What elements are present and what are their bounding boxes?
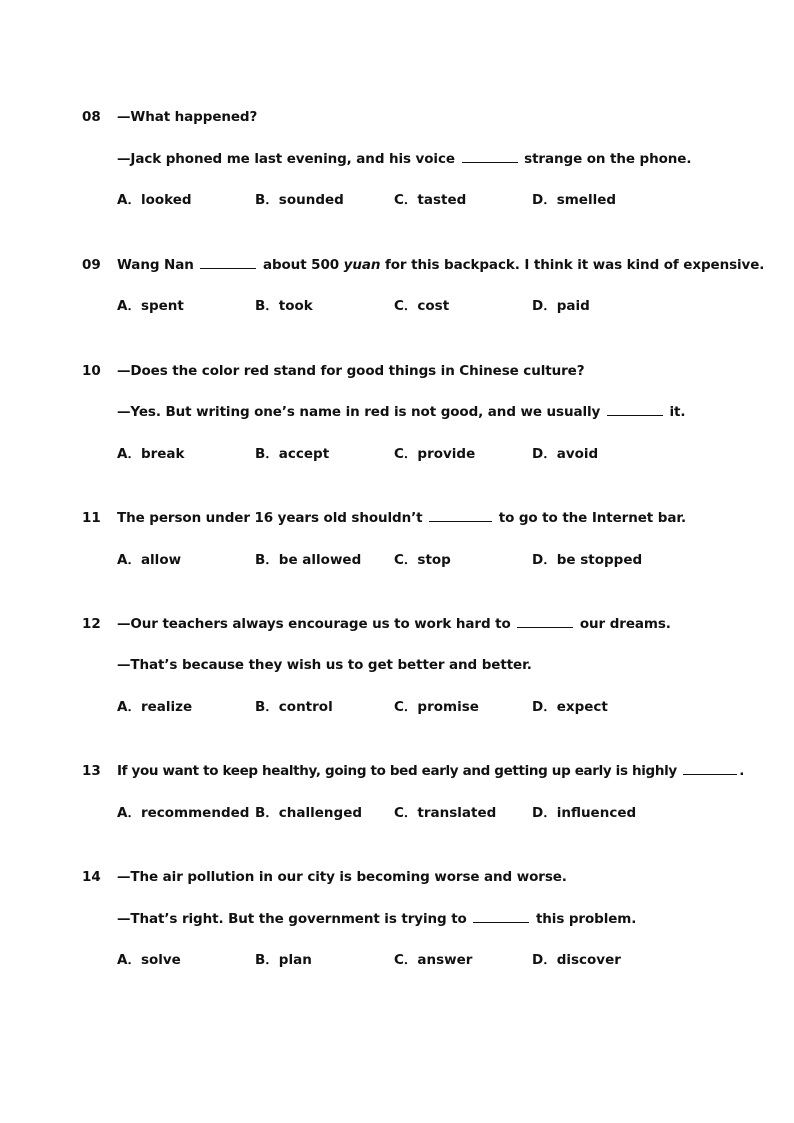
question-text: If you want to keep healthy, going to bed early and getting up early is highly bbox=[117, 763, 677, 779]
answer-blank bbox=[462, 150, 518, 163]
answer-blank bbox=[473, 910, 529, 923]
option-b: B．accept bbox=[255, 446, 330, 462]
italic-word: yuan bbox=[343, 257, 381, 273]
question-text: —Jack phoned me last evening, and his voice bbox=[117, 151, 455, 167]
option-a: A．break bbox=[117, 446, 185, 462]
option-d: D．smelled bbox=[532, 192, 617, 208]
option-a: A．solve bbox=[117, 952, 181, 968]
question-text: about 500 bbox=[262, 257, 340, 273]
option-d: D．avoid bbox=[532, 446, 599, 462]
question-line bbox=[117, 403, 685, 421]
option-c: C．tasted bbox=[394, 192, 467, 208]
option-d: D．discover bbox=[532, 952, 621, 968]
option-d: D．expect bbox=[532, 699, 608, 715]
question-text: —That’s right. But the government is trying to bbox=[117, 911, 467, 927]
option-d: D．be stopped bbox=[532, 552, 643, 568]
question-text: for this backpack. I think it was kind of expensive. bbox=[384, 257, 765, 273]
question-text: our dreams. bbox=[579, 616, 671, 632]
option-b: B．plan bbox=[255, 952, 312, 968]
answer-blank bbox=[517, 615, 573, 628]
question-number: 13 bbox=[82, 763, 101, 779]
question-line bbox=[117, 910, 636, 928]
question-line bbox=[117, 656, 532, 674]
option-a: A．allow bbox=[117, 552, 182, 568]
question-text: Wang Nan bbox=[117, 257, 194, 273]
question-line bbox=[117, 150, 691, 168]
question-text: it. bbox=[669, 404, 686, 420]
question-number: 09 bbox=[82, 257, 101, 273]
question-line bbox=[117, 362, 584, 380]
question-text: —Does the color red stand for good things in Chinese culture? bbox=[117, 363, 585, 379]
answer-blank bbox=[429, 509, 492, 522]
question-number: 12 bbox=[82, 616, 101, 632]
option-b: B．sounded bbox=[255, 192, 344, 208]
question-line bbox=[117, 868, 567, 886]
option-c: C．translated bbox=[394, 805, 497, 821]
option-a: A．spent bbox=[117, 298, 184, 314]
option-c: C．answer bbox=[394, 952, 473, 968]
question-number: 11 bbox=[82, 510, 101, 526]
answer-blank bbox=[683, 762, 737, 775]
option-d: D．influenced bbox=[532, 805, 637, 821]
question-text: —The air pollution in our city is becoming worse and worse. bbox=[117, 869, 567, 885]
option-d: D．paid bbox=[532, 298, 590, 314]
option-b: B．took bbox=[255, 298, 313, 314]
question-text: strange on the phone. bbox=[524, 151, 692, 167]
option-b: B．control bbox=[255, 699, 333, 715]
option-a: A．looked bbox=[117, 192, 192, 208]
option-c: C．provide bbox=[394, 446, 476, 462]
question-text: —Our teachers always encourage us to work hard to bbox=[117, 616, 511, 632]
option-a: A．realize bbox=[117, 699, 193, 715]
question-line bbox=[117, 615, 671, 633]
question-text: —That’s because they wish us to get better and better. bbox=[117, 657, 532, 673]
question-number: 08 bbox=[82, 109, 101, 125]
question-text: . bbox=[739, 763, 744, 779]
option-c: C．cost bbox=[394, 298, 450, 314]
question-line bbox=[117, 256, 764, 274]
answer-blank bbox=[200, 256, 256, 269]
option-b: B．be allowed bbox=[255, 552, 362, 568]
option-c: C．promise bbox=[394, 699, 479, 715]
question-line bbox=[117, 509, 686, 527]
question-text: —What happened? bbox=[117, 109, 258, 125]
question-number: 14 bbox=[82, 869, 101, 885]
question-text: The person under 16 years old shouldn’t bbox=[117, 510, 423, 526]
question-line bbox=[117, 108, 257, 126]
question-text: this problem. bbox=[535, 911, 637, 927]
question-text: to go to the Internet bar. bbox=[498, 510, 686, 526]
option-c: C．stop bbox=[394, 552, 451, 568]
question-line bbox=[117, 762, 744, 780]
answer-blank bbox=[607, 403, 663, 416]
question-text: —Yes. But writing one’s name in red is not good, and we usually bbox=[117, 404, 601, 420]
option-a: A．recommended bbox=[117, 805, 250, 821]
question-number: 10 bbox=[82, 363, 101, 379]
option-b: B．challenged bbox=[255, 805, 363, 821]
